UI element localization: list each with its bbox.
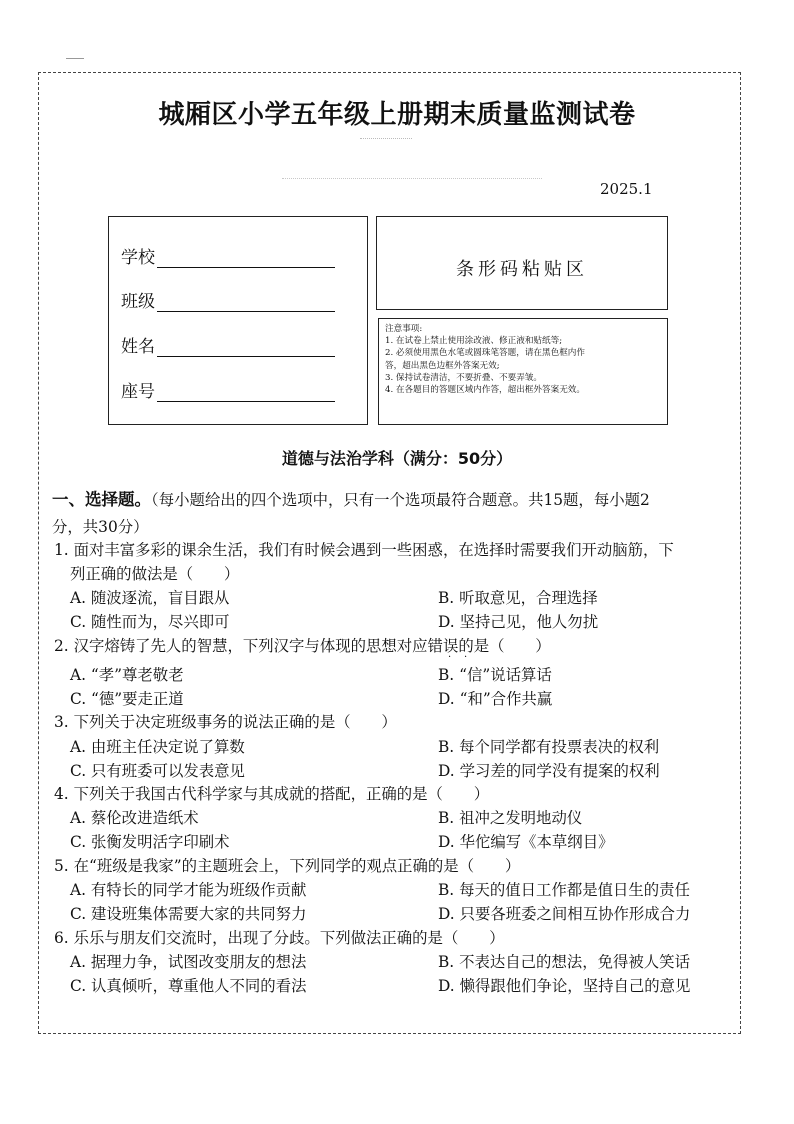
option[interactable]: B. 祖冲之发明地动仪 [438, 809, 583, 827]
faded-mark [360, 138, 412, 145]
blank-line [157, 399, 335, 402]
notice-box [378, 318, 668, 425]
option[interactable]: A. “孝”尊老敬老 [70, 666, 184, 684]
emphasis-dot: · [464, 652, 468, 663]
exam-title: 城厢区小学五年级上册期末质量监测试卷 [158, 100, 636, 130]
question-stem: 6. 乐乐与朋友们交流时，出现了分歧。下列做法正确的是（ ） [54, 929, 505, 947]
question-stem: 2. 汉字熔铸了先人的智慧，下列汉字与体现的思想对应错误的是（ ） [54, 637, 551, 655]
blank-line [157, 309, 335, 312]
option[interactable]: A. 据理力争，试图改变朋友的想法 [70, 953, 307, 971]
exam-date: 2025.1 [600, 180, 653, 198]
option[interactable]: D. 学习差的同学没有提案的权利 [438, 762, 660, 780]
question-stem: 5. 在“班级是我家”的主题班会上，下列同学的观点正确的是（ ） [54, 857, 521, 875]
name-field[interactable] [121, 332, 335, 357]
option[interactable]: D. 只要各班委之间相互协作形成合力 [438, 905, 691, 923]
option[interactable]: A. 蔡伦改进造纸术 [70, 809, 199, 827]
option[interactable]: D. 懒得跟他们争论，坚持自己的意见 [438, 977, 691, 995]
subject-heading: 道德与法治学科（满分：50分） [281, 449, 513, 468]
section-instruction: （每小题给出的四个选项中，只有一个选项最符合题意。共15题，每小题2 [151, 491, 650, 509]
section-instructions [52, 486, 742, 541]
barcode-area [376, 216, 668, 310]
notice-line: 3. 保持试卷清洁，不要折叠、不要弄皱。 [385, 372, 543, 383]
school-field[interactable] [121, 243, 335, 268]
question-stem: 4. 下列关于我国古代科学家与其成就的搭配，正确的是（ ） [54, 785, 490, 803]
section-instruction: 分，共30分） [52, 518, 149, 536]
option[interactable]: C. “德”要走正道 [70, 690, 184, 708]
scan-mark [66, 58, 84, 59]
class-field[interactable] [121, 287, 335, 312]
option[interactable]: D. “和”合作共赢 [438, 690, 553, 708]
notice-line: 1. 在试卷上禁止使用涂改液、修正液和贴纸等; [385, 336, 563, 347]
blank-line [157, 265, 335, 268]
emphasis-dot: · [448, 652, 452, 663]
field-label: 姓名 [121, 337, 155, 357]
option[interactable]: A. 由班主任决定说了算数 [70, 738, 245, 756]
notice-line: 2. 必须使用黑色水笔或圆珠笔答题，请在黑色框内作 [385, 348, 585, 359]
notice-line: 4. 在各题目的答题区域内作答，超出框外答案无效。 [385, 385, 585, 396]
question-stem: 3. 下列关于决定班级事务的说法正确的是（ ） [54, 713, 397, 731]
option[interactable]: C. 张衡发明活字印刷术 [70, 833, 230, 851]
student-info-box [108, 216, 368, 425]
question-stem: 1. 面对丰富多彩的课余生活，我们有时候会遇到一些困惑，在选择时需要我们开动脑筋，下 [54, 541, 674, 559]
blank-line [157, 354, 335, 357]
question-stem-cont: 列正确的做法是（ ） [70, 565, 240, 583]
barcode-label: 条形码粘贴区 [456, 259, 588, 280]
field-label: 座号 [121, 382, 155, 402]
faded-mark [282, 178, 542, 187]
option[interactable]: C. 只有班委可以发表意见 [70, 762, 245, 780]
option[interactable]: B. 每个同学都有投票表决的权利 [438, 738, 660, 756]
field-label: 学校 [121, 248, 155, 268]
option[interactable]: B. 不表达自己的想法，免得被人笑话 [438, 953, 690, 971]
option[interactable]: A. 随波逐流，盲目跟从 [70, 589, 230, 607]
field-label: 班级 [121, 292, 155, 312]
option[interactable]: C. 随性而为，尽兴即可 [70, 613, 230, 631]
option[interactable]: A. 有特长的同学才能为班级作贡献 [70, 881, 307, 899]
option[interactable]: B. 每天的值日工作都是值日生的责任 [438, 881, 690, 899]
notice-title: 注意事项: [385, 324, 423, 334]
option[interactable]: D. 华佗编写《本草纲目》 [438, 833, 614, 851]
seat-number-field[interactable] [121, 377, 335, 402]
option[interactable]: C. 建设班集体需要大家的共同努力 [70, 905, 307, 923]
option[interactable]: B. 听取意见，合理选择 [438, 589, 598, 607]
section-heading: 一、选择题。 [52, 490, 151, 509]
option[interactable]: C. 认真倾听，尊重他人不同的看法 [70, 977, 307, 995]
option[interactable]: D. 坚持己见，他人勿扰 [438, 613, 599, 631]
notice-line: 答，超出黑色边框外答案无效; [385, 360, 500, 371]
option[interactable]: B. “信”说话算话 [438, 666, 552, 684]
